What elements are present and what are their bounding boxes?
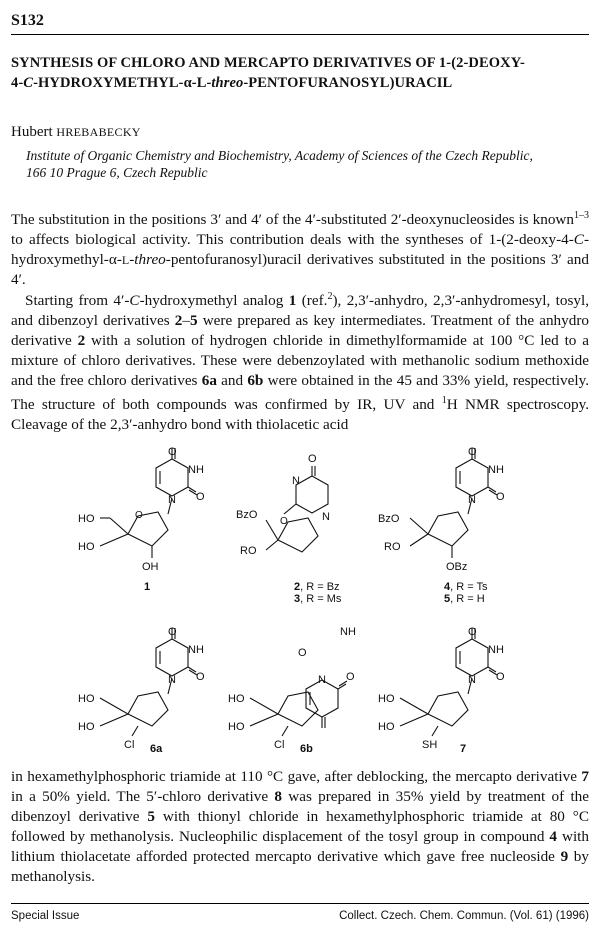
compound-5-label: 5, R = H (444, 593, 485, 605)
compound-4-obz: OBz (446, 561, 468, 573)
svg-text:N: N (322, 511, 330, 523)
author-last-name: HREBABECKY (56, 125, 141, 139)
compound-6b-ho-mid: HO (228, 721, 245, 733)
compound-6a-cl: Cl (124, 739, 135, 751)
svg-text:O: O (468, 626, 477, 638)
svg-text:NH: NH (188, 464, 204, 476)
article-title (11, 53, 589, 93)
title-line-2: 4-C-HYDROXYMETHYL-α-L-threo-PENTOFURANOSYL)URACIL (11, 75, 453, 91)
svg-text:O: O (135, 510, 143, 521)
paragraph-2: Starting from 4′-C-hydroxymethyl analog 1 (ref.$^2$), 2,3′-anhydro, 2,3′-anhydromesyl, tosyl, and dibenzoyl derivatives 2–5 were prepared as key intermediates. Treatment of the anhydro derivative 2 with a solution of hydrogen chloride in dimethylformamide at 100 °C led to a mixture of chloro derivatives. These were debenzoylated with methanolic sodium methoxide and the free chloro derivatives 6a and 6b were obtained in the 45 and 33% yield, respectively. The structure of both compounds was confirmed by IR, UV and $^1$H NMR spectroscopy. Cleavage of the 2,3′-anhydro bond with thiolacetic acid (11, 291, 590, 434)
svg-text:O: O (346, 671, 355, 683)
compound-2-bzo: BzO (236, 509, 258, 521)
compound-4-bzo: BzO (378, 513, 400, 525)
svg-text:O: O (298, 647, 307, 659)
compound-7 (378, 626, 505, 755)
affiliation (26, 147, 586, 181)
svg-text:N: N (168, 494, 176, 506)
author-first-name: Hubert (11, 124, 53, 140)
compound-6a-ho-top: HO (78, 693, 95, 705)
compound-7-ho-top: HO (378, 693, 395, 705)
compound-4-ro: RO (384, 541, 401, 553)
compound-6b (228, 626, 356, 755)
svg-text:N: N (318, 674, 326, 686)
compound-7-sh: SH (422, 739, 438, 751)
page-identifier: S132 (11, 12, 44, 29)
compound-6b-label: 6b (300, 743, 313, 755)
footer-rule (11, 903, 589, 904)
svg-text:NH: NH (340, 626, 356, 638)
compound-6a (78, 626, 205, 755)
compound-6b-cl: Cl (274, 739, 285, 751)
paragraph-3: in hexamethylphosphoric triamide at 110 °C gave, after deblocking, the mercapto derivative 7 in a 50% yield. The 5′-chloro derivative 8 was prepared in 35% yield by treatment of the dibenzoyl derivative 5 with thionyl chloride in hexamethylphosphoric triamide at 80 °C followed by methanolysis. Nucleophilic displacement of the tosyl group in compound 4 with lithium thiolacetate afforded protected mercapto derivative which gave free nucleoside 9 by methanolysis. (11, 768, 590, 885)
compound-1-ho-mid: HO (78, 541, 95, 553)
compound-7-ho-mid: HO (378, 721, 395, 733)
svg-text:NH: NH (488, 464, 504, 476)
svg-text:O: O (496, 671, 505, 683)
author (11, 124, 141, 141)
paragraph-1: The substitution in the positions 3′ and 4′ of the 4′-substituted 2′-deoxynucleosides is known$^{1-3}$ to affects biological activity. This contribution deals with the syntheses of 1-(2-deoxy-4-C-hydroxymethyl-α-L-threo-pentofuranosyl)uracil derivatives substituted in the positions 3′ and 4′. (11, 210, 589, 289)
svg-text:O: O (496, 491, 505, 503)
affiliation-line-1: Institute of Organic Chemistry and Biochemistry, Academy of Sciences of the Czech Republic, (26, 148, 533, 163)
svg-text:O: O (168, 626, 177, 638)
svg-text:N: N (292, 475, 300, 487)
svg-text:O: O (468, 446, 477, 458)
compound-2-label: 2, R = Bz (294, 581, 340, 593)
compound-1-oh: OH (142, 561, 159, 573)
svg-text:O: O (280, 516, 288, 527)
compound-4-5 (378, 446, 505, 605)
svg-text:O: O (196, 671, 205, 683)
compound-1-ho-top: HO (78, 513, 95, 525)
compound-6b-ho-top: HO (228, 693, 245, 705)
title-line-1: SYNTHESIS OF CHLORO AND MERCAPTO DERIVATIVES OF 1-(2-DEOXY- (11, 55, 525, 71)
compound-1 (78, 446, 205, 593)
svg-text:O: O (308, 453, 317, 465)
compound-6a-ho-mid: HO (78, 721, 95, 733)
svg-text:N: N (468, 494, 476, 506)
svg-text:O: O (196, 491, 205, 503)
compound-4-label: 4, R = Ts (444, 581, 488, 593)
header-rule (11, 34, 589, 35)
compound-6a-label: 6a (150, 743, 163, 755)
svg-text:N: N (168, 674, 176, 686)
svg-text:O: O (168, 446, 177, 458)
compound-2-ro: RO (240, 545, 257, 557)
reaction-scheme (60, 440, 580, 760)
footer-left: Special Issue (11, 910, 80, 922)
footer-right: Collect. Czech. Chem. Commun. (Vol. 61) (1996) (339, 910, 589, 922)
svg-text:NH: NH (488, 644, 504, 656)
compound-7-label: 7 (460, 743, 467, 755)
svg-text:N: N (468, 674, 476, 686)
compound-1-label: 1 (144, 581, 151, 593)
compound-2-3 (236, 453, 342, 605)
svg-text:NH: NH (188, 644, 204, 656)
compound-3-label: 3, R = Ms (294, 593, 342, 605)
affiliation-line-2: 166 10 Prague 6, Czech Republic (26, 165, 208, 180)
